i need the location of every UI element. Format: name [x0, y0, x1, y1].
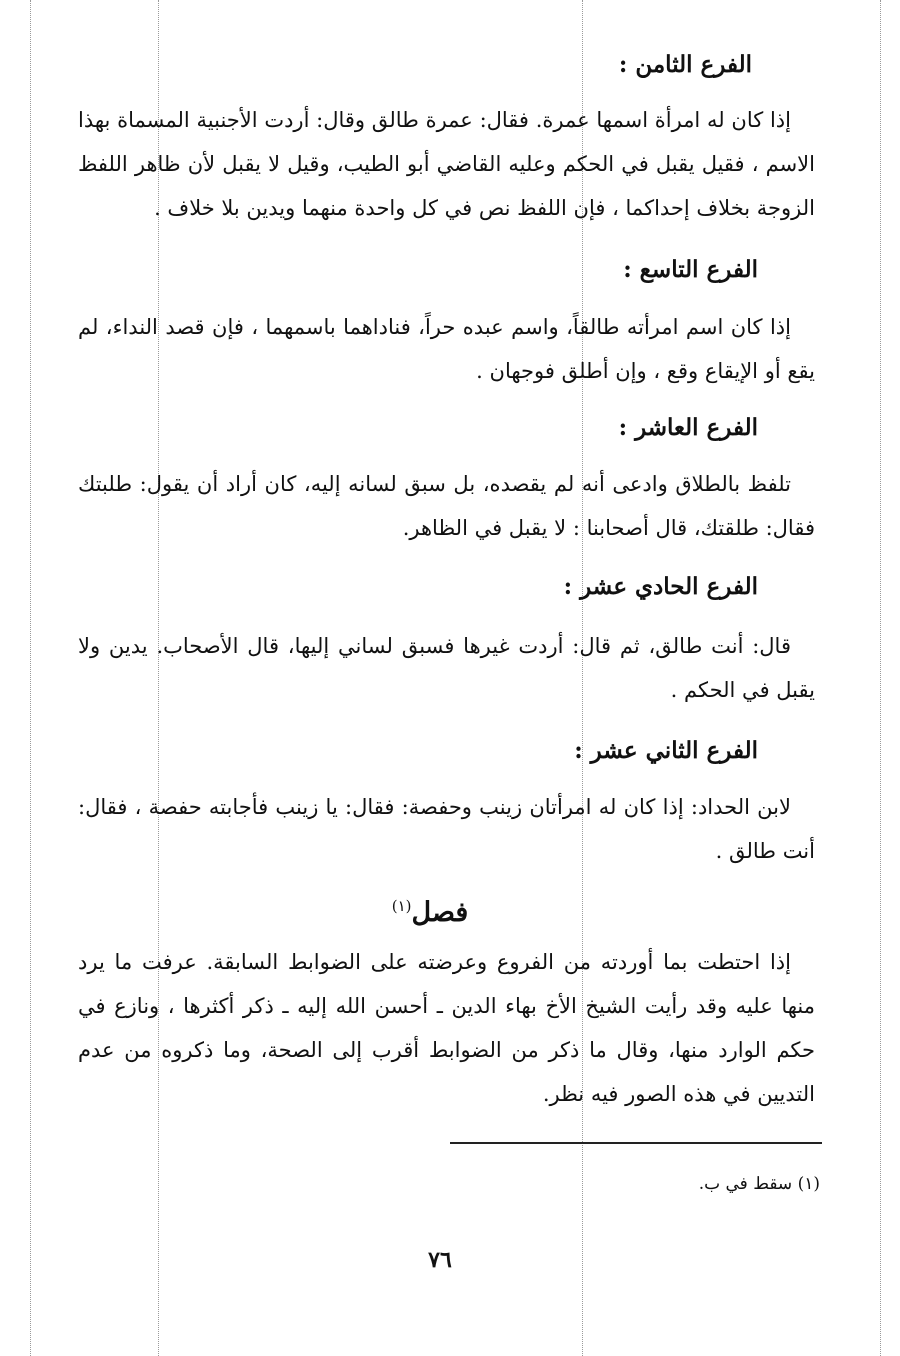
footnote: (١) سقط في ب.	[698, 1174, 820, 1194]
section-heading: الفرع الحادي عشر :	[563, 573, 758, 600]
chapter-title-text: فصل	[411, 897, 469, 928]
section-paragraph: إذا كان اسم امرأته طالقاً، واسم عبده حراً، فناداهما باسمهما ، فإن قصد النداء، لم يقع أو الإيقاع وقع ، وإن أطلق فوجهان .	[78, 315, 815, 383]
chapter-title	[0, 888, 900, 931]
scan-artifact-line	[880, 0, 881, 1356]
section-heading: الفرع التاسع :	[623, 256, 758, 283]
section-paragraph: لابن الحداد: إذا كان له امرأتان زينب وحفصة: فقال: يا زينب فأجابته حفصة ، فقال: أنت طالق .	[78, 795, 815, 863]
section-paragraph: تلفظ بالطلاق وادعى أنه لم يقصده، بل سبق لسانه إليه، كان أراد أن يقول: طلبتك فقال: طلقتك، قال أصحابنا : لا يقبل في الظاهر.	[78, 472, 815, 540]
page-number: ٧٦	[428, 1247, 452, 1273]
section-paragraph: إذا كان له امرأة اسمها عمرة. فقال: عمرة طالق وقال: أردت الأجنبية المسماة بهذا الاسم ، فقيل يقبل في الحكم وعليه القاضي أبو الطيب، وقيل لا يقبل لأن ظاهر اللفظ الزوجة بخلاف إحداكما ، فإن اللفظ نص في كل واحدة منهما ويدين بلا خلاف .	[78, 108, 815, 220]
scan-artifact-line	[30, 0, 31, 1356]
section-paragraph: قال: أنت طالق، ثم قال: أردت غيرها فسبق لساني إليها، قال الأصحاب. يدين ولا يقبل في الحكم .	[78, 634, 815, 702]
chapter-paragraph: إذا احتطت بما أوردته من الفروع وعرضته على الضوابط السابقة. عرفت ما يرد منها عليه وقد رأيت الشيخ الأخ بهاء الدين ـ أحسن الله إليه ـ ذكر أكثرها ، ونازع في حكم الوارد منها، وقال ما ذكر من الضوابط أقرب إلى الصحة، وما ذكروه من عدم التديين في هذه الصور فيه نظر.	[78, 950, 815, 1106]
section-heading: الفرع العاشر :	[618, 414, 758, 441]
footnote-marker: (١)	[391, 897, 412, 915]
section-heading: الفرع الثاني عشر :	[574, 737, 758, 764]
section-heading: الفرع الثامن :	[618, 51, 752, 78]
footnote-separator	[450, 1142, 822, 1144]
